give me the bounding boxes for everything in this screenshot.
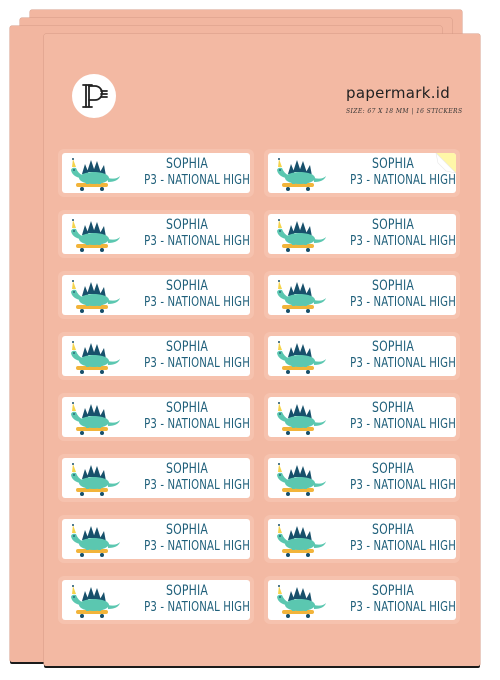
sticker	[264, 393, 460, 441]
sticker-label	[62, 275, 250, 315]
sticker-name: SOPHIA	[372, 217, 414, 233]
sticker	[264, 576, 460, 624]
sticker-name: SOPHIA	[166, 400, 208, 416]
brand-name: papermark.id	[346, 84, 451, 102]
sticker	[264, 271, 460, 319]
sticker-school: P3 - NATIONAL HIGH	[350, 356, 456, 371]
sticker-name: SOPHIA	[166, 461, 208, 477]
sticker-label	[62, 336, 250, 376]
sticker-school: P3 - NATIONAL HIGH	[144, 539, 250, 554]
sticker-label	[62, 580, 250, 620]
dinosaur-skateboard-icon	[66, 156, 124, 192]
sticker-label	[268, 214, 456, 254]
sticker-label	[62, 397, 250, 437]
sticker	[58, 454, 254, 502]
dinosaur-skateboard-icon	[272, 583, 330, 619]
sticker-name: SOPHIA	[166, 522, 208, 538]
sticker-name: SOPHIA	[166, 583, 208, 599]
peeled-corner-icon	[434, 153, 456, 175]
sticker-school: P3 - NATIONAL HIGH	[144, 478, 250, 493]
sticker-label	[268, 397, 456, 437]
sticker	[58, 576, 254, 624]
logo-icon	[74, 76, 114, 116]
sticker-school: P3 - NATIONAL HIGH	[144, 173, 250, 188]
sticker-name: SOPHIA	[372, 461, 414, 477]
sticker-school: P3 - NATIONAL HIGH	[350, 478, 456, 493]
dinosaur-skateboard-icon	[272, 522, 330, 558]
dinosaur-skateboard-icon	[272, 156, 330, 192]
sticker-label	[62, 214, 250, 254]
sticker-name: SOPHIA	[166, 339, 208, 355]
sticker-name: SOPHIA	[372, 278, 414, 294]
sticker-label	[62, 153, 250, 193]
sticker-school: P3 - NATIONAL HIGH	[144, 600, 250, 615]
sticker-name: SOPHIA	[372, 583, 414, 599]
sticker-school: P3 - NATIONAL HIGH	[144, 295, 250, 310]
sticker-label	[268, 336, 456, 376]
sticker-name: SOPHIA	[372, 339, 414, 355]
dinosaur-skateboard-icon	[66, 278, 124, 314]
sticker	[58, 210, 254, 258]
sticker	[58, 149, 254, 197]
sticker-name: SOPHIA	[166, 278, 208, 294]
sticker-name: SOPHIA	[372, 522, 414, 538]
dinosaur-skateboard-icon	[272, 339, 330, 375]
sticker-label	[62, 458, 250, 498]
sticker-name: SOPHIA	[166, 217, 208, 233]
sticker-school: P3 - NATIONAL HIGH	[350, 234, 456, 249]
sticker-school: P3 - NATIONAL HIGH	[144, 234, 250, 249]
sticker-label	[268, 519, 456, 559]
dinosaur-skateboard-icon	[66, 583, 124, 619]
dinosaur-skateboard-icon	[66, 461, 124, 497]
sticker-name: SOPHIA	[166, 156, 208, 172]
sticker-name: SOPHIA	[372, 156, 414, 172]
sticker-school: P3 - NATIONAL HIGH	[350, 295, 456, 310]
dinosaur-skateboard-icon	[66, 400, 124, 436]
dinosaur-skateboard-icon	[66, 339, 124, 375]
sticker-label	[268, 275, 456, 315]
sticker-school: P3 - NATIONAL HIGH	[350, 600, 456, 615]
dinosaur-skateboard-icon	[272, 217, 330, 253]
sticker	[58, 332, 254, 380]
sticker-label	[268, 458, 456, 498]
dinosaur-skateboard-icon	[66, 522, 124, 558]
sticker-name: SOPHIA	[372, 400, 414, 416]
sticker-school: P3 - NATIONAL HIGH	[350, 417, 456, 432]
papermark-logo	[72, 74, 116, 118]
sticker-grid	[58, 149, 460, 649]
dinosaur-skateboard-icon	[66, 217, 124, 253]
sticker	[264, 210, 460, 258]
sticker-school: P3 - NATIONAL HIGH	[144, 417, 250, 432]
sticker	[58, 515, 254, 563]
brand-subtitle: SIZE: 67 X 18 MM | 16 STICKERS	[346, 108, 463, 115]
sticker-label	[268, 153, 456, 193]
sticker	[58, 271, 254, 319]
dinosaur-skateboard-icon	[272, 461, 330, 497]
sticker	[264, 332, 460, 380]
dinosaur-skateboard-icon	[272, 400, 330, 436]
sticker	[264, 515, 460, 563]
sticker-label	[268, 580, 456, 620]
sticker	[264, 454, 460, 502]
dinosaur-skateboard-icon	[272, 278, 330, 314]
sticker-school: P3 - NATIONAL HIGH	[144, 356, 250, 371]
sticker	[58, 393, 254, 441]
sticker-school: P3 - NATIONAL HIGH	[350, 539, 456, 554]
sticker-label	[62, 519, 250, 559]
sticker	[264, 149, 460, 197]
sticker-school: P3 - NATIONAL HIGH	[350, 173, 456, 188]
